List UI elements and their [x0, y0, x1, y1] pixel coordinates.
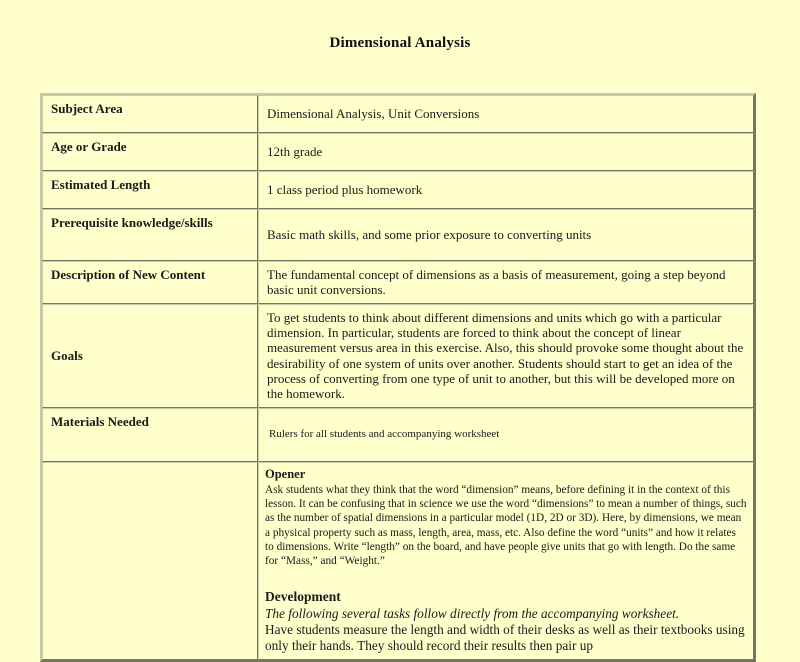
row-value-subject-area: Dimensional Analysis, Unit Conversions — [258, 95, 754, 133]
row-label-procedure — [42, 462, 258, 660]
row-label-prerequisite-knowledge-skills: Prerequisite knowledge/skills — [42, 209, 258, 261]
table-row — [42, 462, 754, 660]
materials-needed-text: Rulers for all students and accompanying worksheet — [269, 428, 500, 441]
row-label-subject-area: Subject Area — [42, 95, 258, 133]
row-value-prerequisite-knowledge-skills: Basic math skills, and some prior exposure to converting units — [258, 209, 754, 261]
row-value-procedure — [258, 462, 754, 660]
table-row — [42, 95, 754, 133]
row-label-materials-needed: Materials Needed — [42, 408, 258, 462]
section-text-opener: Ask students what they think that the word “dimension” means, before defining it in the context of this lesson. It can be confusing that in science we use the word “dimensions” to mean a number of things, such as the number of spatial dimensions in a particular model (1D, 2D or 3D). Here, by dimensions, we mean a physical property such as mass, length, area, mass, etc. Also define the word “units” and how it relates to dimensions. Write “length” on the board, and have people give units that go with length. Do the same for “Mass,” and “Weight.” — [265, 483, 747, 568]
table-row — [42, 261, 754, 304]
table-row — [42, 171, 754, 209]
section-italic-development: The following several tasks follow directly from the accompanying worksheet. — [265, 605, 680, 621]
section-heading-opener: Opener — [265, 466, 306, 481]
row-label-estimated-length: Estimated Length — [42, 171, 258, 209]
table-body — [42, 95, 754, 660]
section-text-development: Have students measure the length and width of their desks as well as their textbooks using only their hands. They should record their results then pair up — [265, 622, 745, 654]
table-row — [42, 304, 754, 408]
lesson-plan-table — [40, 93, 756, 662]
row-label-age-or-grade: Age or Grade — [42, 133, 258, 171]
row-value-estimated-length: 1 class period plus homework — [258, 171, 754, 209]
row-value-description-of-new-content: The fundamental concept of dimensions as a basis of measurement, going a step beyond basic unit conversions. — [258, 261, 754, 304]
row-value-materials-needed — [258, 408, 754, 462]
row-value-age-or-grade: 12th grade — [258, 133, 754, 171]
row-label-description-of-new-content: Description of New Content — [42, 261, 258, 304]
page-title: Dimensional Analysis — [329, 35, 471, 51]
table-row — [42, 408, 754, 462]
row-label-goals: Goals — [42, 304, 258, 408]
section-spacer — [265, 569, 747, 578]
row-value-goals: To get students to think about different dimensions and units which go with a particular dimension. In particular, students are forced to think about the concept of linear measurement versus area in this exercise. Also, this should provoke some thought about the desirability of one system of units over another. Students should start to get an idea of the process of converting from one type of unit to another, but this will be developed more on the homework. — [258, 304, 754, 408]
table-row — [42, 133, 754, 171]
table-row — [42, 209, 754, 261]
section-heading-development: Development — [265, 588, 341, 604]
